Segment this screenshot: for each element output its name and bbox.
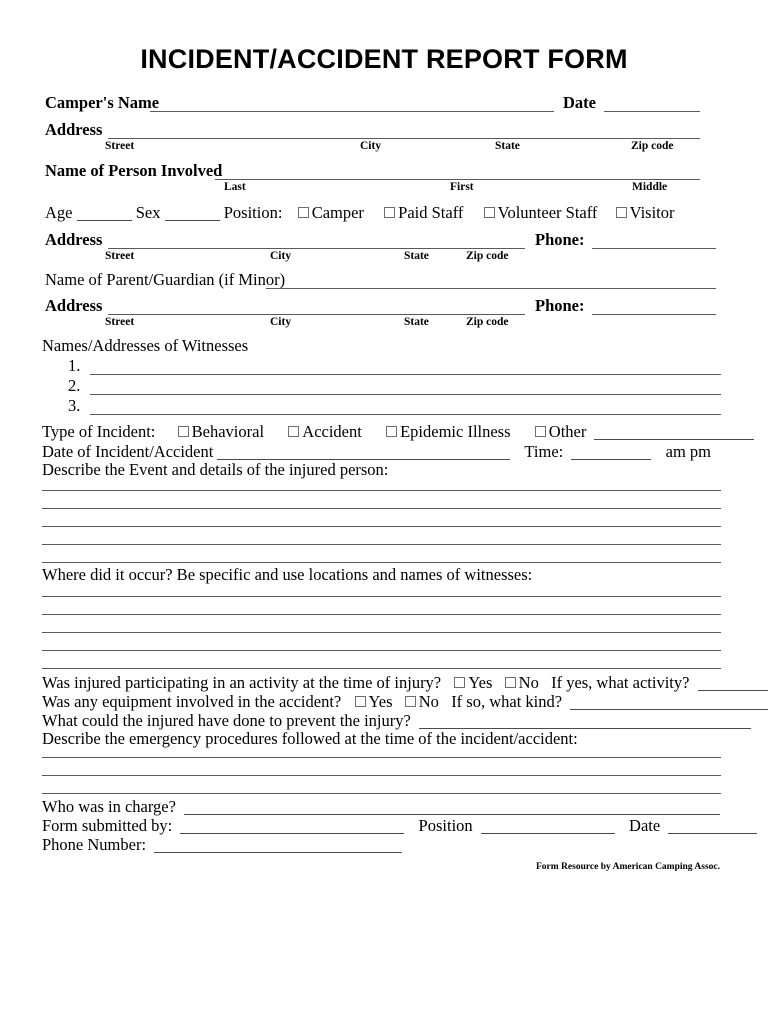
incident-type-accident[interactable] — [288, 422, 362, 441]
age-label: Age — [45, 203, 73, 222]
type-of-incident-label: Type of Incident: — [42, 422, 156, 441]
position-footer-input[interactable] — [481, 821, 615, 834]
position-option-volunteer-staff[interactable] — [484, 203, 598, 222]
address-1-state-label: State — [495, 140, 520, 152]
address-2-input[interactable] — [108, 248, 525, 249]
phone-3-input[interactable] — [592, 314, 716, 315]
question-prevent-row — [42, 711, 751, 731]
question-activity-row — [42, 673, 768, 693]
name-of-person-involved-label: Name of Person Involved — [45, 161, 223, 180]
where-occur-line-4[interactable] — [42, 650, 721, 651]
checkbox-icon[interactable] — [616, 207, 627, 218]
address-2-street-label: Street — [105, 250, 135, 262]
question-activity-tail: If yes, what activity? — [551, 673, 690, 692]
question-equipment-no[interactable] — [405, 692, 439, 711]
checkbox-icon[interactable] — [386, 426, 397, 437]
address-3-input[interactable] — [108, 314, 525, 315]
incident-type-other[interactable] — [535, 422, 587, 441]
witness-input-1[interactable] — [90, 374, 721, 375]
emergency-procedures-label: Describe the emergency procedures followed at the time of the incident/accident: — [42, 729, 578, 748]
who-in-charge-row — [42, 797, 720, 817]
date-of-incident-row — [42, 442, 711, 462]
address-3-zip-label: Zip code — [466, 316, 509, 328]
address-2-label: Address — [45, 230, 103, 249]
address-3-street-label: Street — [105, 316, 135, 328]
name-middle-label: Middle — [632, 181, 668, 193]
question-equipment-yes-label: Yes — [368, 692, 393, 711]
checkbox-icon[interactable] — [454, 677, 465, 688]
date-of-incident-input[interactable] — [217, 447, 510, 460]
incident-type-epidemic-illness[interactable] — [386, 422, 510, 441]
witness-input-2[interactable] — [90, 394, 721, 395]
incident-type-behavioral-label: Behavioral — [191, 422, 265, 441]
describe-event-line-5[interactable] — [42, 562, 721, 563]
parent-guardian-label: Name of Parent/Guardian (if Minor) — [45, 270, 286, 289]
phone-2-input[interactable] — [592, 248, 716, 249]
checkbox-icon[interactable] — [298, 207, 309, 218]
name-last-label: Last — [224, 181, 246, 193]
type-of-incident-row — [42, 422, 754, 442]
question-prevent-input[interactable] — [419, 716, 751, 729]
where-occur-label: Where did it occur? Be specific and use locations and names of witnesses: — [42, 565, 533, 584]
date-input[interactable] — [604, 111, 700, 112]
address-3-state-label: State — [404, 316, 429, 328]
checkbox-icon[interactable] — [178, 426, 189, 437]
incident-type-accident-label: Accident — [302, 422, 362, 441]
witness-input-3[interactable] — [90, 414, 721, 415]
checkbox-icon[interactable] — [384, 207, 395, 218]
checkbox-icon[interactable] — [535, 426, 546, 437]
where-occur-line-5[interactable] — [42, 668, 721, 669]
describe-event-line-4[interactable] — [42, 544, 721, 545]
question-activity-yes[interactable] — [454, 673, 492, 692]
address-1-input[interactable] — [108, 138, 700, 139]
witness-number-1: 1. — [68, 356, 81, 375]
describe-event-label: Describe the Event and details of the injured person: — [42, 460, 389, 479]
question-equipment-input[interactable] — [570, 697, 768, 710]
age-input[interactable] — [77, 208, 132, 221]
address-1-zip-label: Zip code — [631, 140, 674, 152]
page-title: INCIDENT/ACCIDENT REPORT FORM — [140, 44, 628, 74]
date-label: Date — [563, 93, 596, 112]
where-occur-line-1[interactable] — [42, 596, 721, 597]
position-option-camper-label: Camper — [311, 203, 364, 222]
phone-number-row — [42, 835, 402, 855]
phone-2-label: Phone: — [535, 230, 585, 249]
describe-event-line-1[interactable] — [42, 490, 721, 491]
address-2-state-label: State — [404, 250, 429, 262]
date-of-incident-label: Date of Incident/Accident — [42, 442, 214, 461]
form-submitted-by-label: Form submitted by: — [42, 816, 173, 835]
phone-number-input[interactable] — [154, 840, 402, 853]
checkbox-icon[interactable] — [355, 696, 366, 707]
address-3-label: Address — [45, 296, 103, 315]
question-activity-label: Was injured participating in an activity at the time of injury? — [42, 673, 442, 692]
position-option-visitor[interactable] — [616, 203, 675, 222]
checkbox-icon[interactable] — [505, 677, 516, 688]
question-equipment-tail: If so, what kind? — [451, 692, 563, 711]
position-option-camper[interactable] — [298, 203, 364, 222]
question-equipment-row — [42, 692, 768, 712]
name-first-label: First — [450, 181, 474, 193]
emergency-procedures-line-3[interactable] — [42, 793, 721, 794]
phone-number-label: Phone Number: — [42, 835, 147, 854]
position-option-paid-staff[interactable] — [384, 203, 463, 222]
checkbox-icon[interactable] — [288, 426, 299, 437]
incident-type-behavioral[interactable] — [178, 422, 264, 441]
address-1-label: Address — [45, 120, 103, 139]
emergency-procedures-line-2[interactable] — [42, 775, 721, 776]
question-activity-yes-label: Yes — [468, 673, 493, 692]
incident-type-other-label: Other — [548, 422, 587, 441]
where-occur-line-2[interactable] — [42, 614, 721, 615]
time-input[interactable] — [571, 447, 651, 460]
parent-guardian-input[interactable] — [266, 288, 716, 289]
sex-label: Sex — [135, 203, 161, 222]
form-credit: Form Resource by American Camping Assoc. — [536, 862, 721, 872]
question-activity-input[interactable] — [698, 678, 768, 691]
question-activity-no[interactable] — [505, 673, 539, 692]
position-option-visitor-label: Visitor — [629, 203, 675, 222]
age-sex-position-row — [45, 203, 675, 223]
position-label: Position: — [223, 203, 283, 222]
who-in-charge-label: Who was in charge? — [42, 797, 176, 816]
campers-name-label: Camper's Name — [45, 93, 160, 112]
checkbox-icon[interactable] — [484, 207, 495, 218]
witness-number-3: 3. — [68, 396, 81, 415]
question-activity-no-label: No — [518, 673, 539, 692]
emergency-procedures-line-1[interactable] — [42, 757, 721, 758]
position-option-paid-staff-label: Paid Staff — [398, 203, 464, 222]
question-equipment-label: Was any equipment involved in the accident? — [42, 692, 342, 711]
question-equipment-no-label: No — [418, 692, 439, 711]
address-1-city-label: City — [360, 140, 382, 152]
position-option-volunteer-staff-label: Volunteer Staff — [497, 203, 598, 222]
time-label: Time: — [524, 442, 564, 461]
address-2-city-label: City — [270, 250, 292, 262]
where-occur-line-3[interactable] — [42, 632, 721, 633]
witnesses-label: Names/Addresses of Witnesses — [42, 336, 249, 355]
incident-type-epidemic-illness-label: Epidemic Illness — [400, 422, 511, 441]
am-pm-label: am pm — [665, 442, 711, 461]
form-submitted-by-input[interactable] — [180, 821, 404, 834]
witness-number-2: 2. — [68, 376, 81, 395]
date-footer-label: Date — [629, 816, 661, 835]
checkbox-icon[interactable] — [405, 696, 416, 707]
who-in-charge-input[interactable] — [184, 802, 720, 815]
address-2-zip-label: Zip code — [466, 250, 509, 262]
campers-name-input[interactable] — [150, 111, 554, 112]
position-footer-label: Position — [418, 816, 473, 835]
question-prevent-label: What could the injured have done to prevent the injury? — [42, 711, 411, 730]
question-equipment-yes[interactable] — [355, 692, 393, 711]
address-3-city-label: City — [270, 316, 292, 328]
incident-type-other-input[interactable] — [594, 427, 754, 440]
date-footer-input[interactable] — [668, 821, 757, 834]
sex-input[interactable] — [165, 208, 220, 221]
phone-3-label: Phone: — [535, 296, 585, 315]
name-of-person-involved-input[interactable] — [215, 179, 700, 180]
address-1-street-label: Street — [105, 140, 135, 152]
describe-event-line-3[interactable] — [42, 526, 721, 527]
describe-event-line-2[interactable] — [42, 508, 721, 509]
form-submitted-by-row — [42, 816, 757, 836]
